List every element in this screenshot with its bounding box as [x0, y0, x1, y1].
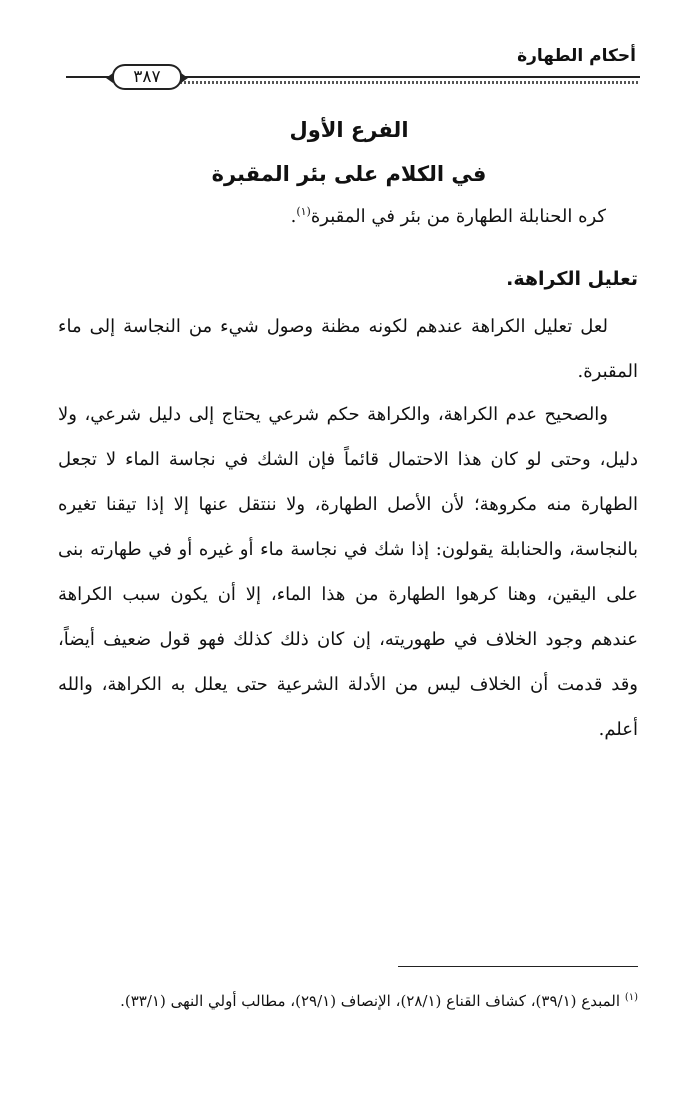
badge-right-arrow-icon	[181, 73, 188, 83]
footnote-rule	[398, 966, 638, 967]
running-title: أحكام الطهارة	[517, 46, 636, 66]
paragraph-2: والصحيح عدم الكراهة، والكراهة حكم شرعي يحتاج إلى دليل شرعي، ولا دليل، وحتى لو كان هذا الاحتمال قائماً فإن الشك في نجاسة الماء لا تجعل الطهارة منه مكروهة؛ لأن الأصل الطهارة، ولا ننتقل عنها إلا إذا تيقنا تغيره بالنجاسة، والحنابلة يقولون: إذا شك في نجاسة ماء أو غيره أو في طهارته بنى على اليقين، وهنا كرهوا الطهارة من هذا الماء، إلا أن يكون سبب الكراهة عندهم وجود الخلاف في طهوريته، إن كان ذلك كذلك فهو قول ضعيف أيضاً، وقد قدمت أن الخلاف ليس من الأدلة الشرعية حتى يعلل به الكراهة، والله أعلم.	[58, 404, 638, 740]
header-dotted-rule	[180, 81, 640, 84]
footnote-marker: (١)	[624, 992, 638, 1003]
intro-end: .	[290, 206, 297, 227]
page-number: ٣٨٧	[133, 67, 161, 87]
intro-text: كره الحنابلة الطهارة من بئر في المقبرة	[310, 206, 606, 227]
intro-footnote-marker: (١)	[296, 205, 311, 218]
branch-heading: الفرع الأول	[289, 118, 409, 142]
footnote	[58, 978, 638, 1021]
page-number-badge	[112, 64, 182, 90]
footnote-text: المبدع (٣٩/١)، كشاف القناع (٢٨/١)، الإنصاف (٢٩/١)، مطالب أولي النهى (٣٣/١).	[120, 992, 621, 1010]
topic-heading: في الكلام على بئر المقبرة	[211, 162, 487, 186]
badge-left-arrow-icon	[106, 73, 113, 83]
section-title: تعليل الكراهة.	[506, 268, 638, 290]
intro-sentence	[291, 205, 606, 227]
paragraph-1: لعل تعليل الكراهة عندهم لكونه مظنة وصول شيء من النجاسة إلى ماء المقبرة.	[58, 316, 638, 382]
